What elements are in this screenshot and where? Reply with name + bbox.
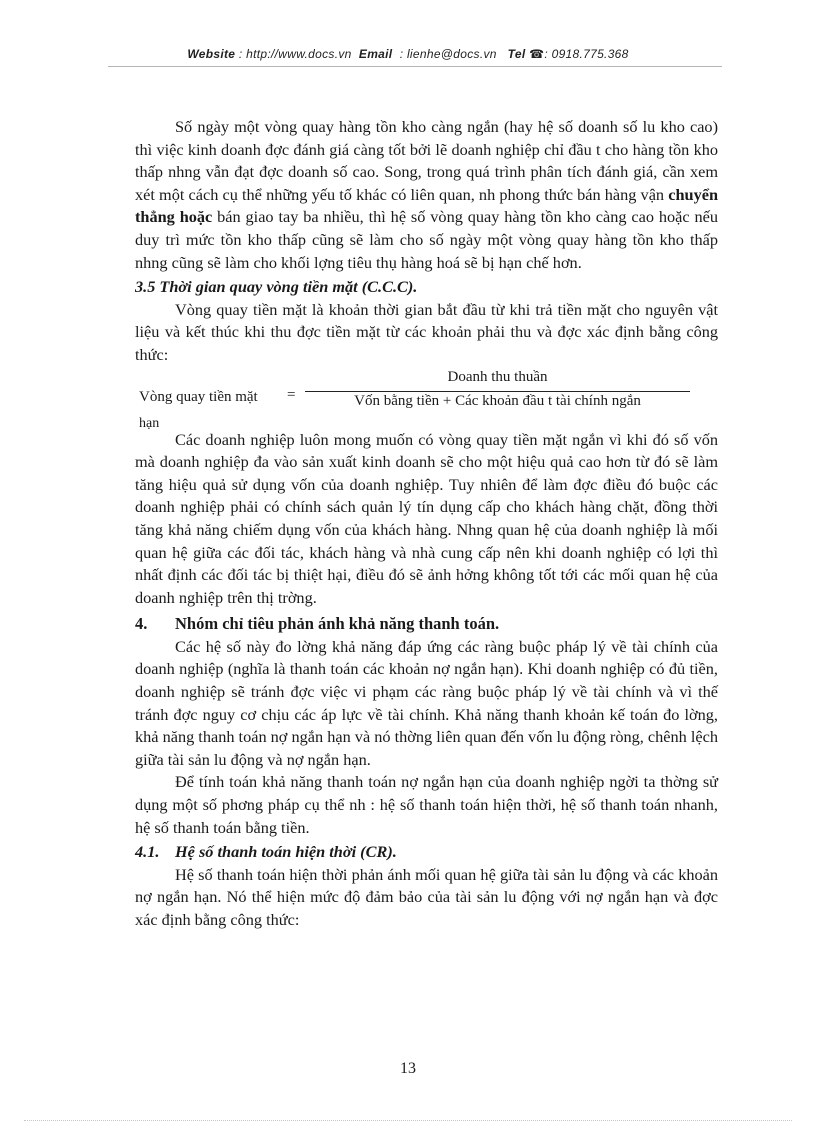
heading-number: 4. xyxy=(135,614,148,634)
heading-text: Nhóm chỉ tiêu phản ánh khả năng thanh toán. xyxy=(175,614,500,634)
tel-value: : 0918.775.368 xyxy=(544,47,629,61)
cash-turnover-formula xyxy=(135,367,718,429)
website-label: Website xyxy=(187,47,236,61)
paragraph-cash-cycle-intro: Vòng quay tiền mặt là khoản thời gian bắt đầu từ khi trả tiền mặt cho nguyên vật liệu và kết thúc khi thu đợc tiền mặt từ các khoản phải thu và đợc xác định bằng công thức: xyxy=(135,299,718,364)
document-body xyxy=(135,116,718,932)
website-value: : http://www.docs.vn xyxy=(238,47,352,61)
header-divider xyxy=(108,66,722,67)
phone-icon: ☎ xyxy=(529,47,545,61)
paragraph-cash-cycle-discussion: Các doanh nghiệp luôn mong muốn có vòng quay tiền mặt ngắn vì khi đó số vốn mà doanh nghiệp đa vào sản xuất kinh doanh sẽ cho một hiệu quả cao hơn từ đó sẽ làm tăng hiệu quả sử dụng vốn của doanh nghiệp. Tuy nhiên để làm đợc điều đó buộc các doanh nghiệp phải có chính sách quản lý tín dụng cấp cho khách hàng chặt, đồng thời tăng khả năng chiếm dụng vốn của khách hàng. Nhng quan hệ của doanh nghiệp là mối quan hệ giữa các đối tác, khách hàng và nhà cung cấp nên khi doanh nghiệp có lợi thì nhất định các đối tác bị thiệt hại, điều đó sẽ ảnh hởng không tốt tới các mối quan hệ của doanh nghiệp trên thị trờng. xyxy=(135,429,718,607)
page-number: 13 xyxy=(400,1060,416,1077)
email-label: Email xyxy=(358,47,393,61)
formula-numerator: Doanh thu thuần xyxy=(447,368,548,385)
paragraph-inventory-turnover: Số ngày một vòng quay hàng tồn kho càng ngắn (hay hệ số doanh số lu kho cao) thì việc kinh doanh đợc đánh giá càng tốt bởi lẽ doanh nghiệp chỉ đầu t cho hàng tồn kho thấp nhng vẫn đạt đợc doanh số cao. Song, trong quá trình phân tích đánh giá, cần xem xét một cách cụ thể những yếu tố khác có liên quan, nh phong thức bán hàng vận chuyển thẳng hoặc bán giao tay ba nhiều, thì hệ số vòng quay hàng tồn kho càng cao hoặc nếu duy trì mức tồn kho thấp cũng sẽ làm cho số ngày một vòng quay hàng tồn kho thấp nhng cũng sẽ làm cho khối lợng tiêu thụ hàng hoá sẽ bị hạn chế hơn. xyxy=(135,117,718,272)
formula-label: Vòng quay tiền mặt xyxy=(139,388,258,405)
bold-phrase: chuyển thẳng hoặc xyxy=(135,184,718,227)
section-heading-3-5: 3.5 Thời gian quay vòng tiền mặt (C.C.C). xyxy=(135,277,418,297)
section-heading-4 xyxy=(135,613,718,636)
formula-denominator: Vốn bằng tiền + Các khoản đầu t tài chính ngắn xyxy=(354,392,641,409)
page-header xyxy=(0,47,816,61)
page-bottom-border xyxy=(24,1120,792,1121)
paragraph-current-ratio: Hệ số thanh toán hiện thời phản ánh mối quan hệ giữa tài sản lu động và các khoản nợ ngắn hạn. Nó thể hiện mức độ đảm bảo của tài sản lu động với nợ ngắn hạn và đợc xác định bằng công thức: xyxy=(135,864,718,929)
tel-label: Tel xyxy=(507,47,526,61)
formula-equals: = xyxy=(287,386,296,403)
heading-text: Hệ số thanh toán hiện thời (CR). xyxy=(175,842,397,862)
heading-number: 4.1. xyxy=(135,842,160,862)
section-heading-4-1 xyxy=(135,841,718,864)
paragraph-solvency-ratios: Các hệ số này đo lờng khả năng đáp ứng các ràng buộc pháp lý về tài chính của doanh nghiệp (nghĩa là thanh toán các khoản nợ ngắn hạn). Khi doanh nghiệp có đủ tiền, doanh nghiệp sẽ tránh đợc việc vi phạm các ràng buộc pháp lý về tài chính và vì thế tránh đợc nguy cơ chịu các áp lực về tài chính. Khả năng thanh khoản kế toán đo lờng, khả năng thanh toán nợ ngắn hạn và nó thờng liên quan đến vốn lu động ròng, chênh lệch giữa tài sản lu động và nợ ngắn hạn. xyxy=(135,636,718,769)
formula-overflow-text: hạn xyxy=(139,415,160,431)
fraction-bar xyxy=(305,391,690,392)
paragraph-solvency-methods: Để tính toán khả năng thanh toán nợ ngắn hạn của doanh nghiệp ngời ta thờng sử dụng một số phơng pháp cụ thể nh : hệ số thanh toán hiện thời, hệ số thanh toán nhanh, hệ số thanh toán bằng tiền. xyxy=(135,772,718,837)
email-value: : lienhe@docs.vn xyxy=(399,47,497,61)
